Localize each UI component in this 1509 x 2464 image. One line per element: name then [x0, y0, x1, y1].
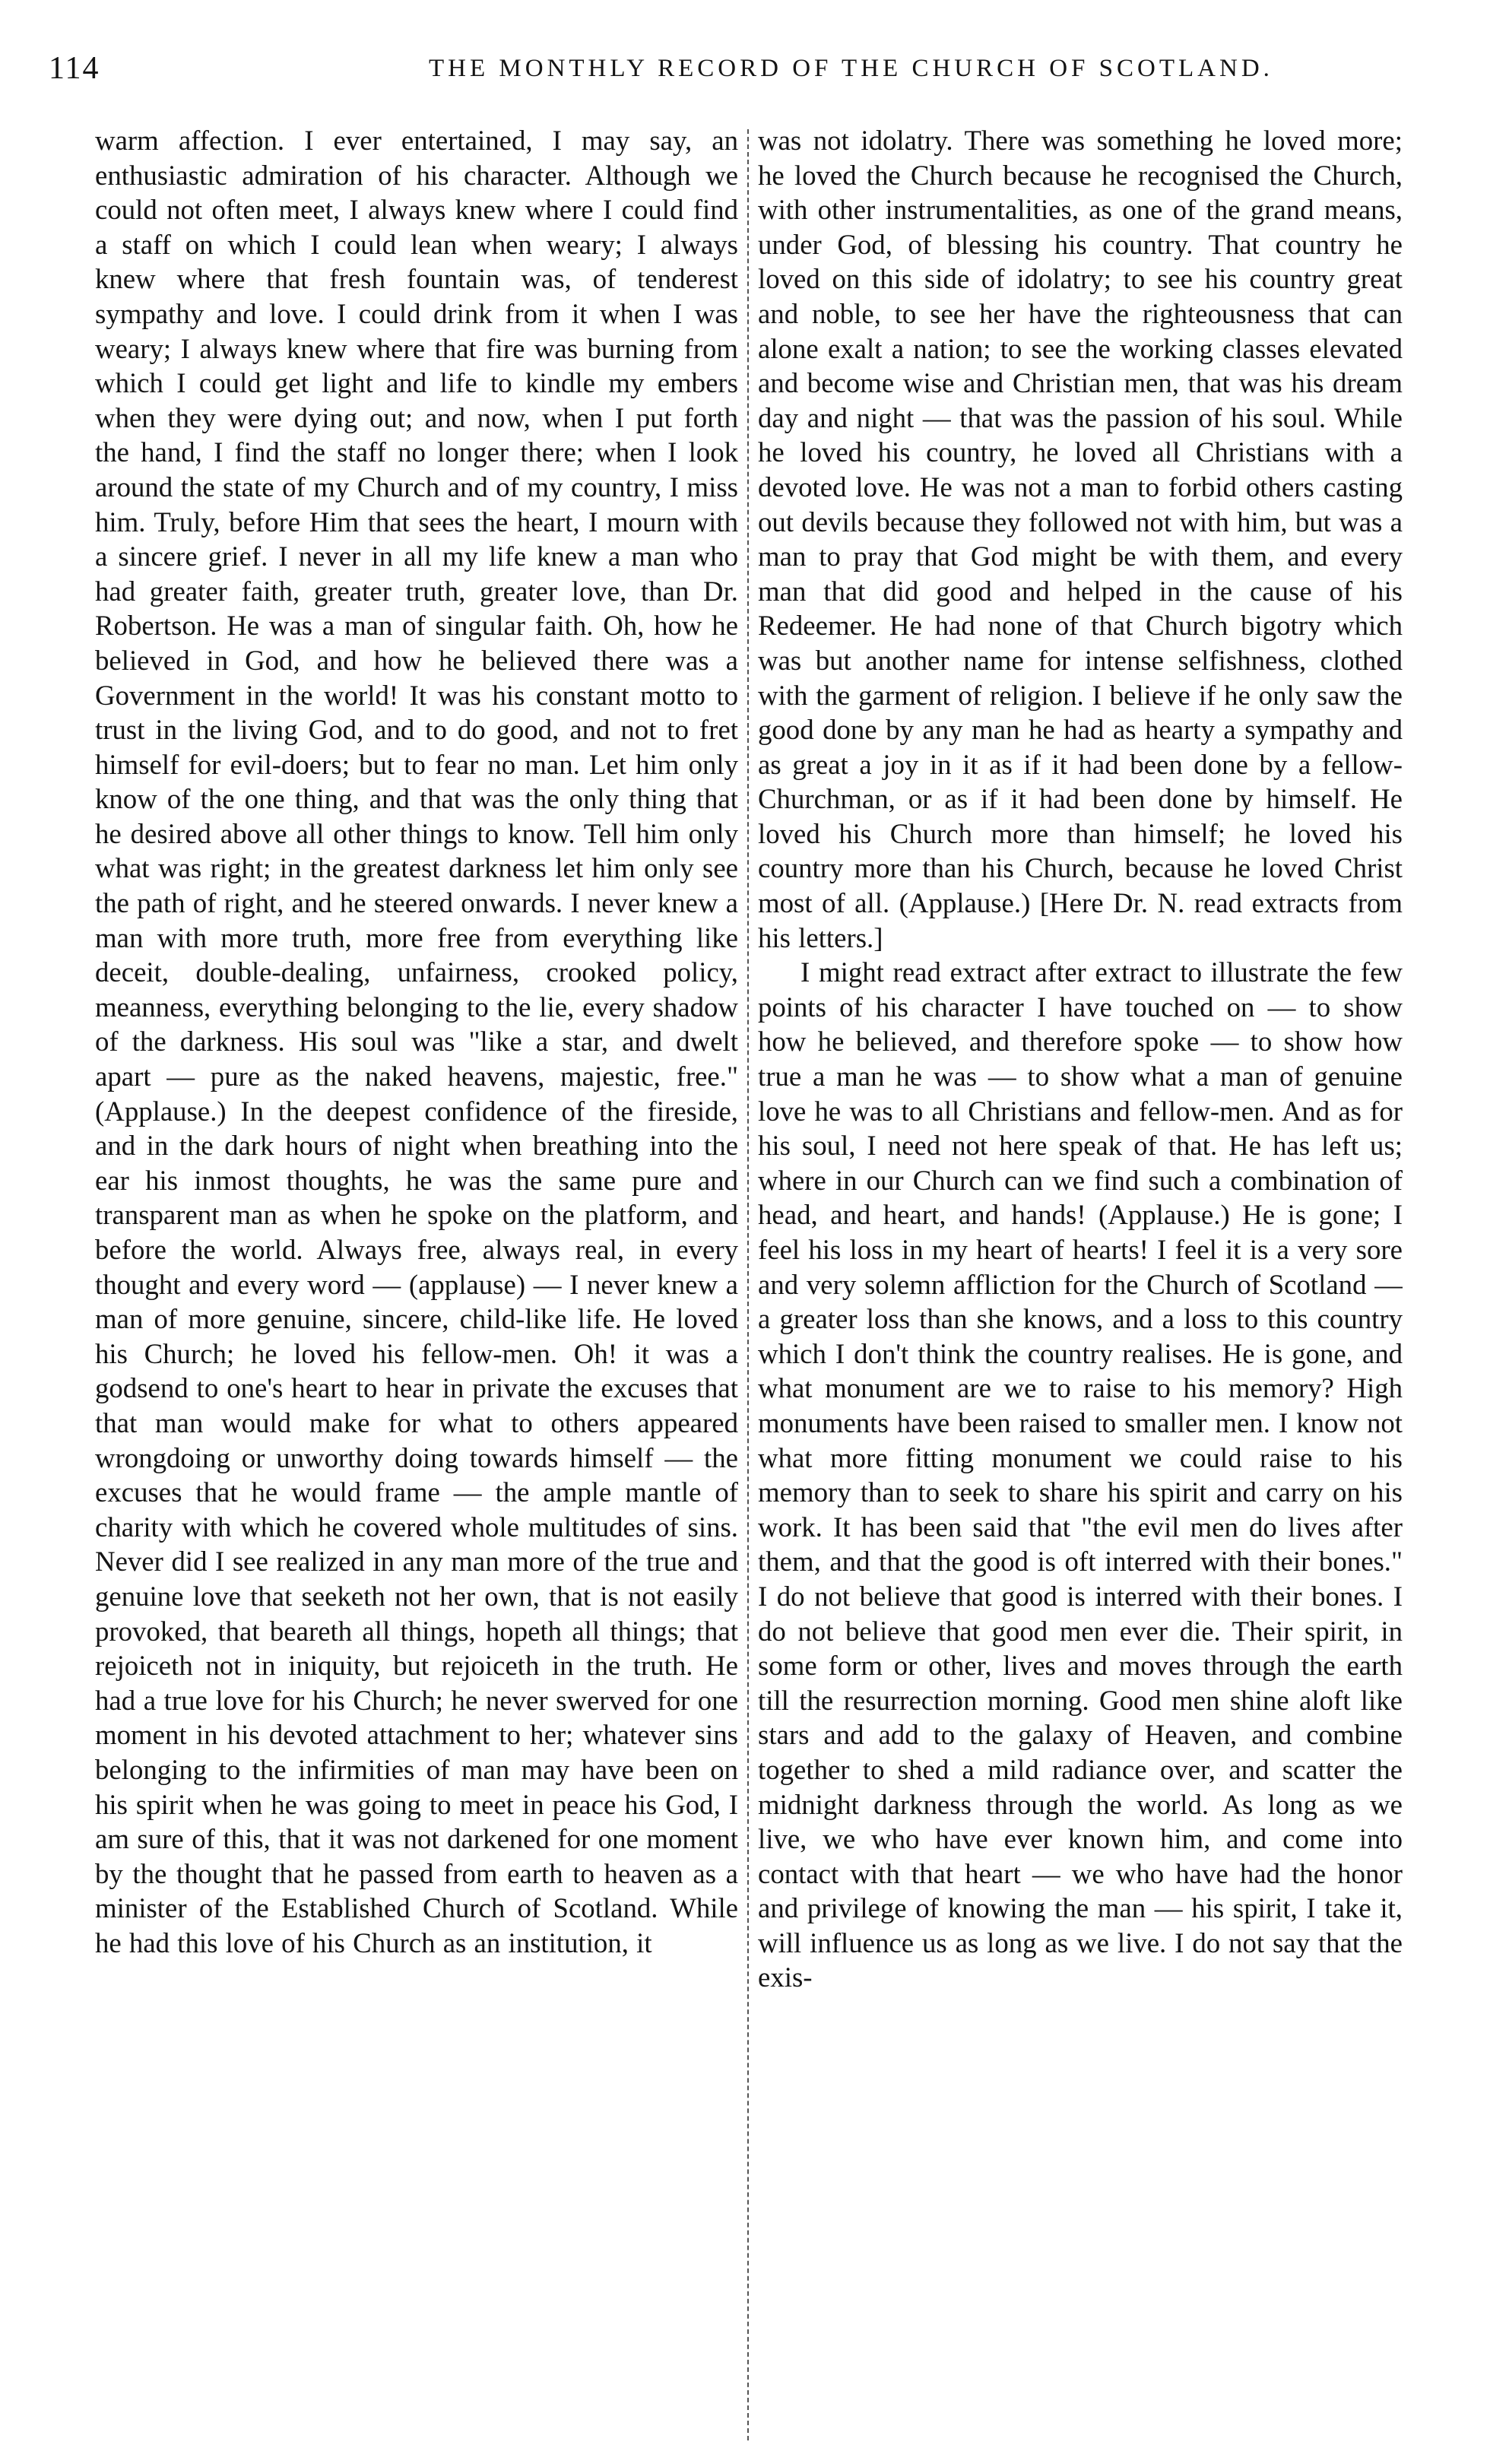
left-column: [95, 123, 738, 2442]
running-title: THE MONTHLY RECORD OF THE CHURCH OF SCOTLAND.: [429, 55, 1273, 82]
right-column-paragraph-1: was not idolatry. There was something he loved more; he loved the Church because he recognised the Church, with other instrumentalities, as one of the grand means, under God, of blessing his country. That country he loved on this side of idolatry; to see his country great and noble, to see her have the righteousness that can alone exalt a nation; to see the working classes elevated and become wise and Christian men, that was his dream day and night — that was the passion of his soul. While he loved his country, he loved all Christians with a devoted love. He was not a man to forbid others casting out devils because they followed not with him, but was a man to pray that God might be with them, and every man that did good and helped in the cause of his Redeemer. He had none of that Church bigotry which was but another name for intense selfishness, clothed with the garment of religion. I believe if he only saw the good done by any man he had as hearty a sympathy and as great a joy in it as if it had been done by a fellow-Churchman, or as if it had been done by himself. He loved his Church more than himself; he loved his country more than his Church, because he loved Christ most of all. (Applause.) [Here Dr. N. read extracts from his letters.]: [758, 125, 1403, 953]
left-column-text: warm affection. I ever entertained, I may say, an enthusiastic admiration of his character. Although we could not often meet, I always knew where I could find a staff on which I could lean when weary; I always knew where that fresh fountain was, of tenderest sympathy and love. I could drink from it when I was weary; I always knew where that fire was burning from which I could get light and life to kindle my embers when they were dying out; and now, when I put forth the hand, I find the staff no longer there; when I look around the state of my Church and of my country, I miss him. Truly, before Him that sees the heart, I mourn with a sincere grief. I never in all my life knew a man who had greater faith, greater truth, greater love, than Dr. Robertson. He was a man of singular faith. Oh, how he believed in God, and how he believed there was a Government in the world! It was his constant motto to trust in the living God, and to do good, and not to fret himself for evil-doers; but to fear no man. Let him only know of the one thing, and that was the only thing that he desired above all other things to know. Tell him only what was right; in the greatest darkness let him only see the path of right, and he steered onwards. I never knew a man with more truth, more free from everything like deceit, double-dealing, unfairness, crooked policy, meanness, everything belonging to the lie, every shadow of the darkness. His soul was "like a star, and dwelt apart — pure as the naked heavens, majestic, free." (Applause.) In the deepest confidence of the fireside, and in the dark hours of night when breathing into the ear his inmost thoughts, he was the same pure and transparent man as when he spoke on the platform, and before the world. Always free, always real, in every thought and every word — (applause) — I never knew a man of more genuine, sincere, child-like life. He loved his Church; he loved his fellow-men. Oh! it was a godsend to one's heart to hear in private the excuses that that man would make for what to others appeared wrongdoing or unworthy doing towards himself — the excuses that he would frame — the ample mantle of charity with which he covered whole multitudes of sins. Never did I see realized in any man more of the true and genuine love that seeketh not her own, that is not easily provoked, that beareth all things, hopeth all things; that rejoiceth not in iniquity, but rejoiceth in the truth. He had a true love for his Church; he never swerved for one moment in his devoted attachment to her; whatever sins belonging to the infirmities of man may have been on his spirit when he was going to meet in peace his God, I am sure of this, that it was not darkened for one moment by the thought that he passed from earth to heaven as a minister of the Established Church of Scotland. While he had this love of his Church as an institution, it: [95, 125, 738, 1958]
right-column-paragraph-2: I might read extract after extract to illustrate the few points of his character I have touched on — to show how he believed, and therefore spoke — to show how true a man he was — to show what a man of genuine love he was to all Christians and fellow-men. And as for his soul, I need not here speak of that. He has left us; where in our Church can we find such a combination of head, and heart, and hands! (Applause.) He is gone; I feel his loss in my heart of hearts! I feel it is a very sore and very solemn affliction for the Church of Scotland — a greater loss than she knows, and a loss to this country which I don't think the country realises. He is gone, and what monument are we to raise to his memory? High monuments have been raised to smaller men. I know not what more fitting monument we could raise to his memory than to seek to share his spirit and carry on his work. It has been said that "the evil men do lives after them, and that the good is oft interred with their bones." I do not believe that good is interred with their bones. I do not believe that good men ever die. Their spirit, in some form or other, lives and moves through the earth till the resurrection morning. Good men shine aloft like stars and add to the galaxy of Heaven, and combine together to shed a mild radiance over, and scatter the midnight darkness through the world. As long as we live, we who have ever known him, and come into contact with that heart — we who have had the honor and privilege of knowing the man — his spirit, I take it, will influence us as long as we live. I do not say that the exis-: [758, 956, 1403, 1993]
right-column: [758, 123, 1403, 2442]
page-number: 114: [49, 51, 100, 86]
page-header: [49, 50, 1470, 96]
column-divider: [747, 129, 749, 2440]
